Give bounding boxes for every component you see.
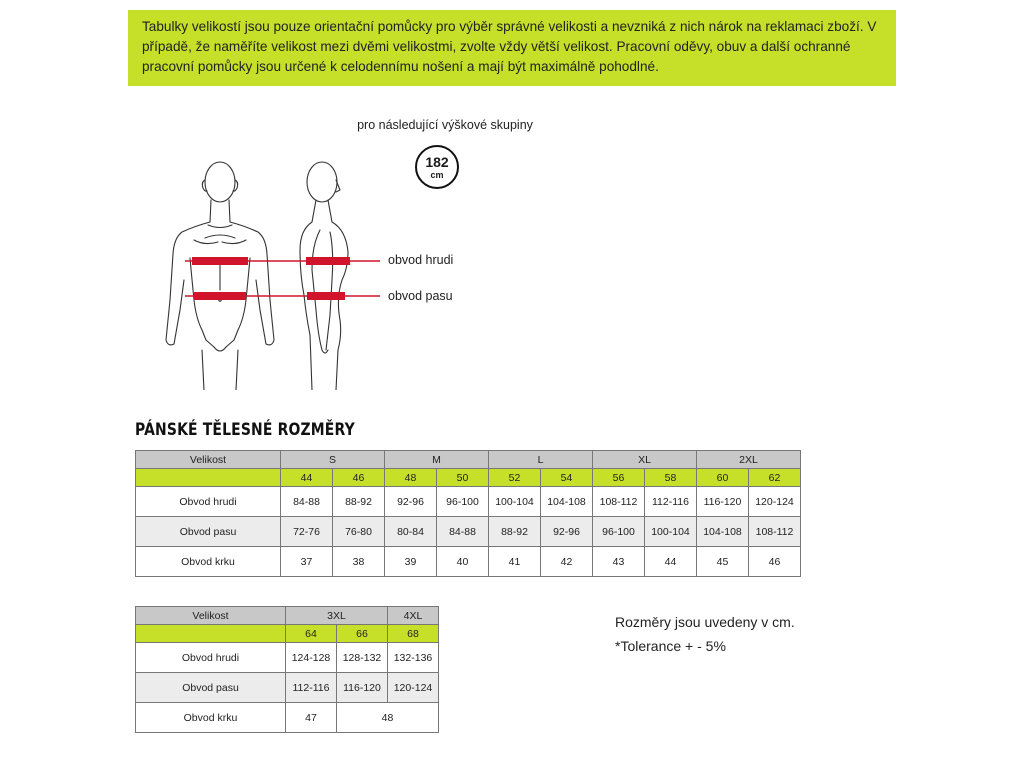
size-number-cell: 46 bbox=[333, 469, 385, 487]
size-table-large bbox=[135, 606, 439, 733]
table-cell: 84-88 bbox=[281, 487, 333, 517]
size-number-cell: 48 bbox=[385, 469, 437, 487]
front-body-outline bbox=[166, 162, 274, 390]
table-cell: 128-132 bbox=[337, 643, 388, 673]
row-label: Obvod pasu bbox=[136, 673, 286, 703]
table-cell: 46 bbox=[749, 547, 801, 577]
header-label-cell: Velikost bbox=[136, 451, 281, 469]
size-table-main bbox=[135, 450, 801, 577]
size-group-cell: 2XL bbox=[697, 451, 801, 469]
table-cell: 48 bbox=[337, 703, 439, 733]
table-cell: 37 bbox=[281, 547, 333, 577]
size-number-row bbox=[136, 625, 439, 643]
table-cell: 88-92 bbox=[489, 517, 541, 547]
height-value: 182 bbox=[425, 154, 449, 170]
size-number-row bbox=[136, 469, 801, 487]
table-cell: 41 bbox=[489, 547, 541, 577]
table-row-waist bbox=[136, 517, 801, 547]
header-label-cell: Velikost bbox=[136, 607, 286, 625]
table-cell: 100-104 bbox=[489, 487, 541, 517]
table-row-neck bbox=[136, 547, 801, 577]
height-unit: cm bbox=[430, 170, 444, 180]
size-number-cell: 44 bbox=[281, 469, 333, 487]
table-cell: 84-88 bbox=[437, 517, 489, 547]
table-cell: 42 bbox=[541, 547, 593, 577]
size-number-cell: 56 bbox=[593, 469, 645, 487]
size-number-cell: 54 bbox=[541, 469, 593, 487]
table-cell: 44 bbox=[645, 547, 697, 577]
row-label: Obvod krku bbox=[136, 547, 281, 577]
size-number-cell: 62 bbox=[749, 469, 801, 487]
disclaimer-text: Tabulky velikostí jsou pouze orientační pomůcky pro výběr správné velikosti a nevzniká z nich nárok na reklamaci zboží. V případě, že naměříte velikost mezi dvěmi velikostmi, zvolte vždy větší velikost. Pracovní oděvy, obuv a další ochranné pracovní pomůcky jsou určené k celodennímu nošení a mají být maximálně pohodlné. bbox=[142, 19, 877, 74]
row-label: Obvod hrudi bbox=[136, 643, 286, 673]
row-label: Obvod hrudi bbox=[136, 487, 281, 517]
table-cell: 92-96 bbox=[385, 487, 437, 517]
table-cell: 38 bbox=[333, 547, 385, 577]
table-cell: 104-108 bbox=[541, 487, 593, 517]
waist-measure-label: obvod pasu bbox=[388, 289, 453, 303]
table-cell: 96-100 bbox=[593, 517, 645, 547]
table-header-row bbox=[136, 451, 801, 469]
table-cell: 120-124 bbox=[388, 673, 439, 703]
table-row-chest bbox=[136, 487, 801, 517]
empty-label-cell bbox=[136, 469, 281, 487]
height-group-label: pro následující výškové skupiny bbox=[357, 118, 533, 132]
chest-measure-label: obvod hrudi bbox=[388, 253, 454, 267]
size-number-cell: 50 bbox=[437, 469, 489, 487]
table-cell: 112-116 bbox=[645, 487, 697, 517]
section-title: PÁNSKÉ TĚLESNÉ ROZMĚRY bbox=[135, 420, 355, 440]
size-number-cell: 64 bbox=[286, 625, 337, 643]
table-cell: 39 bbox=[385, 547, 437, 577]
table-cell: 132-136 bbox=[388, 643, 439, 673]
size-group-cell: 3XL bbox=[286, 607, 388, 625]
table-cell: 43 bbox=[593, 547, 645, 577]
size-group-cell: M bbox=[385, 451, 489, 469]
size-number-cell: 58 bbox=[645, 469, 697, 487]
table-cell: 72-76 bbox=[281, 517, 333, 547]
tolerance-note: *Tolerance + - 5% bbox=[615, 638, 726, 654]
side-body-outline bbox=[300, 162, 348, 390]
table-cell: 80-84 bbox=[385, 517, 437, 547]
table-cell: 108-112 bbox=[749, 517, 801, 547]
table-cell: 116-120 bbox=[337, 673, 388, 703]
table-row-neck bbox=[136, 703, 439, 733]
disclaimer-banner bbox=[128, 10, 896, 86]
size-number-cell: 60 bbox=[697, 469, 749, 487]
table-cell: 40 bbox=[437, 547, 489, 577]
units-note: Rozměry jsou uvedeny v cm. bbox=[615, 614, 795, 630]
table-cell: 100-104 bbox=[645, 517, 697, 547]
size-number-cell: 66 bbox=[337, 625, 388, 643]
table-cell: 47 bbox=[286, 703, 337, 733]
empty-label-cell bbox=[136, 625, 286, 643]
size-number-cell: 52 bbox=[489, 469, 541, 487]
waist-measure-line bbox=[185, 292, 380, 300]
table-cell: 96-100 bbox=[437, 487, 489, 517]
row-label: Obvod pasu bbox=[136, 517, 281, 547]
size-group-cell: XL bbox=[593, 451, 697, 469]
size-number-cell: 68 bbox=[388, 625, 439, 643]
row-label: Obvod krku bbox=[136, 703, 286, 733]
table-cell: 120-124 bbox=[749, 487, 801, 517]
table-cell: 112-116 bbox=[286, 673, 337, 703]
size-group-cell: L bbox=[489, 451, 593, 469]
table-row-chest bbox=[136, 643, 439, 673]
table-cell: 108-112 bbox=[593, 487, 645, 517]
size-group-cell: 4XL bbox=[388, 607, 439, 625]
table-header-row bbox=[136, 607, 439, 625]
table-cell: 104-108 bbox=[697, 517, 749, 547]
chest-measure-line bbox=[185, 257, 380, 265]
table-cell: 124-128 bbox=[286, 643, 337, 673]
table-cell: 116-120 bbox=[697, 487, 749, 517]
body-measurement-figure bbox=[150, 150, 480, 390]
size-group-cell: S bbox=[281, 451, 385, 469]
table-cell: 76-80 bbox=[333, 517, 385, 547]
table-cell: 92-96 bbox=[541, 517, 593, 547]
table-cell: 45 bbox=[697, 547, 749, 577]
table-cell: 88-92 bbox=[333, 487, 385, 517]
table-row-waist bbox=[136, 673, 439, 703]
